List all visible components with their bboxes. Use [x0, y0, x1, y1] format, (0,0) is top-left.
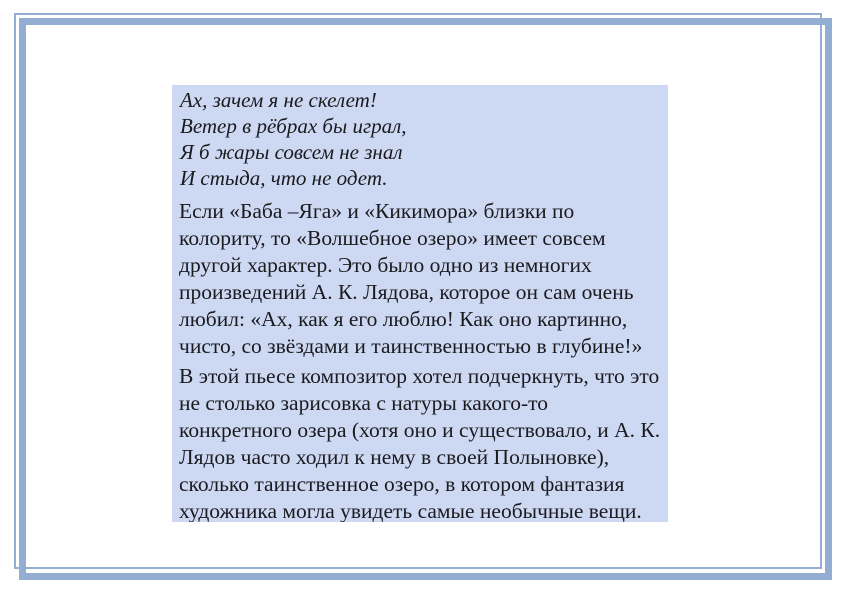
poem-line-3: Я б жары совсем не знал: [180, 140, 403, 164]
poem: [180, 87, 661, 191]
poem-line-1: Ах, зачем я не скелет!: [180, 88, 377, 112]
poem-line-4: И стыда, что не одет.: [180, 166, 388, 190]
poem-line-2: Ветер в рёбрах бы играл,: [180, 114, 407, 138]
text-block: [172, 85, 668, 522]
paragraph-1: Если «Баба –Яга» и «Кикимора» близки по колориту, то «Волшебное озеро» имеет совсем другой характер. Это было одно из немногих произведений А. К. Лядова, которое он сам очень любил: «Ах, как я его люблю! Как оно картинно, чисто, со звёздами и таинственностью в глубине!»: [179, 199, 643, 358]
paragraph-2: В этой пьесе композитор хотел подчеркнуть, что это не столько зарисовка с натуры какого-то конкретного озера (хотя оно и существовало, и А. К. Лядов часто ходил к нему в своей Полыновке), сколько таинственное озеро, в котором фантазия художника могла увидеть самые необычные вещи.: [179, 364, 661, 522]
